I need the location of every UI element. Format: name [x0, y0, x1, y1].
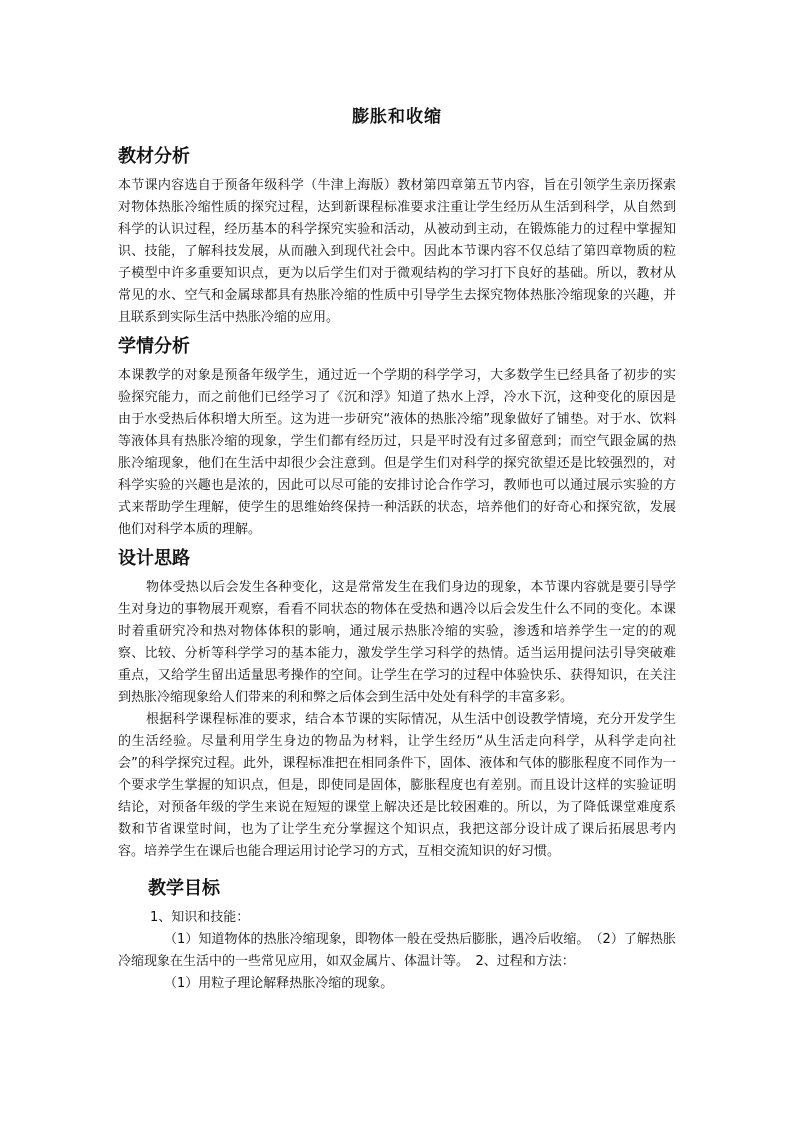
- section-heading: 学情分析: [118, 336, 190, 357]
- document-title: 膨胀和收缩: [352, 107, 442, 127]
- document-page: [118, 96, 676, 1001]
- section-heading: 设计思路: [118, 548, 190, 569]
- section-teaching-goals: [118, 877, 676, 995]
- section-paragraph: 物体受热以后会发生各种变化，这是常常发生在我们身边的现象，本节课内容就是要引导学生对身边的事物展开观察，看看不同状态的物体在受热和遇冷以后会发生什么不同的变化。本课时着重研究冷和热对物体体积的影响，通过展示热胀冷缩的实验，渗透和培养学生一定的的观察、比较、分析等科学学习的基本能力，激发学生学习科学的热情。适当运用提问法引导突破难重点，又给学生留出适量思考操作的空间。让学生在学习的过程中体验快乐、获得知识，在关注到热胀冷缩现象给人们带来的利和弊之后体会到生活中处处有科学的丰富多彩。: [118, 580, 676, 705]
- section-design-idea: [118, 547, 676, 863]
- section-student-analysis: [118, 335, 676, 541]
- section-paragraph: 本课教学的对象是预备年级学生，通过近一个学期的科学学习，大多数学生已经具备了初步的实验探究能力，而之前他们已经学习了《沉和浮》知道了热水上浮，冷水下沉，这种变化的原因是由于水受热后体积增大所至。这为进一步研究“液体的热胀冷缩”现象做好了铺垫。对于水、饮料等液体具有热胀冷缩的现象，学生们都有经历过，只是平时没有过多留意到；而空气跟金属的热胀冷缩现象，他们在生活中却很少会注意到。但是学生们对科学的探究欲望还是比较强烈的，对科学实验的兴趣也是浓的，因此可以尽可能的安排讨论合作学习，教师也可以通过展示实验的方式来帮助学生理解，使学生的思维始终保持一种活跃的状态，培养他们的好奇心和探究欲，发展他们对科学本质的理解。: [118, 368, 676, 537]
- goal-item: （1）用粒子理论解释热胀冷缩的现象。: [164, 976, 394, 991]
- section-paragraph: 根据科学课程标准的要求，结合本节课的实际情况，从生活中创设教学情境，充分开发学生的生活经验。尽量利用学生身边的物品为材料，让学生经历“从生活走向科学，从科学走向社会”的科学探究过程。此外，课程标准把在相同条件下，固体、液体和气体的膨胀程度不同作为一个要求学生掌握的知识点，但是，即使同是固体，膨胀程度也有差别。而且设计这样的实验证明结论，对预备年级的学生来说在短短的课堂上解决还是比较困难的。所以，为了降低课堂难度系数和节省课堂时间，也为了让学生充分掌握这个知识点，我把这部分设计成了课后拓展思考内容。培养学生在课后也能合理运用讨论学习的方式，互相交流知识的好习惯。: [118, 712, 676, 859]
- goal-item: 1、知识和技能：: [150, 910, 250, 925]
- section-paragraph: 本节课内容选自于预备年级科学（牛津上海版）教材第四章第五节内容，旨在引领学生亲历探索对物体热胀冷缩性质的探究过程，达到新课程标准要求注重让学生经历从生活到科学，从自然到科学的认识过程，经历基本的科学探究实验和活动，从被动到主动，在锻炼能力的过程中掌握知识、技能，了解科技发展，从而融入到现代社会中。因此本节课内容不仅总结了第四章物质的粒子模型中许多重要知识点，更为以后学生们对于微观结构的学习打下良好的基础。所以，教材从常见的水、空气和金属球都具有热胀冷缩的性质中引导学生去探究物体热胀冷缩现象的兴趣，并且联系到实际生活中热胀冷缩的应用。: [118, 178, 676, 325]
- section-textbook-analysis: [118, 145, 676, 329]
- section-heading: 教学目标: [148, 878, 220, 899]
- section-heading: 教材分析: [118, 146, 190, 167]
- goal-item: （1）知道物体的热胀冷缩现象，即物体一般在受热后膨胀，遇冷后收缩。 （2）了解热胀冷缩现象在生活中的一些常见应用，如双金属片、体温计等。 2、过程和方法：: [118, 932, 676, 969]
